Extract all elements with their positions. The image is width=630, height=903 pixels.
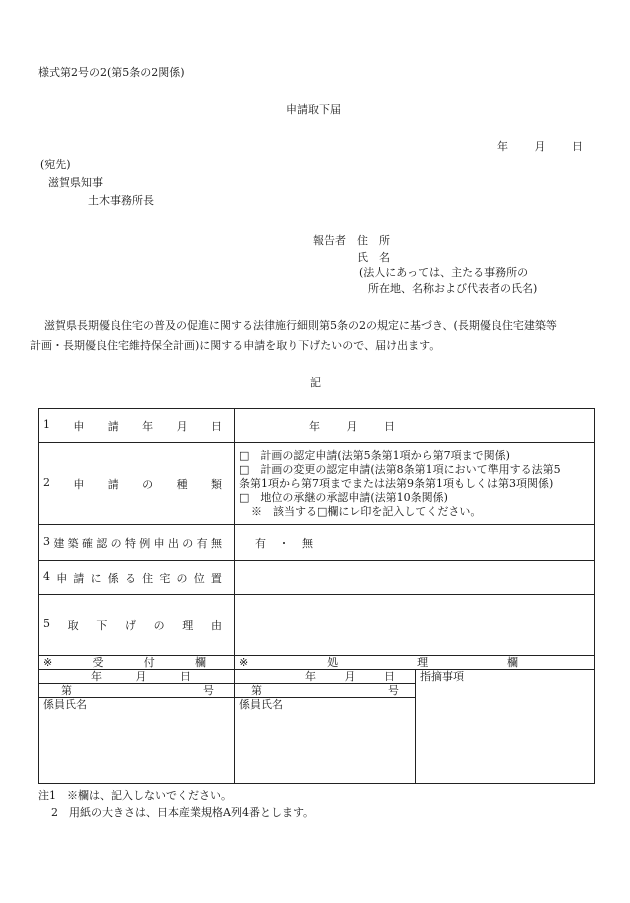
document-title: 申請取下届 [286,103,341,116]
body-text-line-2: 計画・長期優良住宅維持保全計画)に関する申請を取り下げたいので、届け出ます。 [30,339,441,352]
processing-staff-cell [235,698,416,784]
form-number: 様式第2号の2(第5条の2関係) [38,66,185,79]
body-text-line-1: 滋賀県長期優良住宅の普及の促進に関する法律施行細則第5条の2の規定に基づき、(長期優良住宅建築等 [44,319,557,332]
receipt-column-header: ※ 受 付 欄 [39,656,235,670]
processing-date: 年 月 日 [235,670,416,684]
date-year: 年 [497,140,508,153]
addressee-office: 土木事務所長 [88,194,154,207]
type-instruction: ※ 該当する□欄にレ印を記入してください。 [251,504,482,518]
addressee-governor: 滋賀県知事 [48,176,103,189]
application-table [38,408,595,656]
house-location-field[interactable] [235,561,595,595]
reporter-note-1: (法人にあっては、主たる事務所の [359,266,529,279]
type-option-succession[interactable]: □ 地位の承継の承認申請(法第10条関係) [239,490,448,504]
note-1: 注1 ※欄は、記入しないでください。 [38,789,232,802]
date-day: 日 [572,140,583,153]
processing-column-header: ※ 処 理 欄 [235,656,595,670]
table-row [39,525,595,561]
option-yes[interactable]: 有 [255,536,266,550]
option-no[interactable]: 無 [302,536,313,550]
note-2: 2 用紙の大きさは、日本産業規格A列4番とします。 [51,806,315,819]
reporter-note-2: 所在地、名称および代表者の氏名) [368,282,538,295]
receipt-date: 年 月 日 [39,670,235,684]
table-row [39,670,595,684]
receipt-number: 第 号 [39,684,235,698]
reporter-name-label: 氏 名 [357,251,390,264]
application-date-field[interactable]: 年 月 日 [235,409,595,443]
reporter-label: 報告者 [313,234,346,247]
submission-date [497,140,583,154]
processing-number: 第 号 [235,684,416,698]
row-label-building-confirmation: 3 建 築 確 認 の 特 例 申 出 の 有 無 [39,525,235,561]
table-row [39,595,595,656]
type-option-certification[interactable]: □ 計画の認定申請(法第5条第1項から第7項まで関係) [239,448,510,462]
date-month: 月 [534,140,546,153]
type-option-change-certification-cont: 条第1項から第7項までまたは法第9条第1項もしくは第3項関係) [239,476,554,490]
table-row [39,656,595,670]
row-label-application-date: 1 申 請 年 月 日 [39,409,235,443]
row-label-application-type: 2 申 請 の 種 類 [39,443,235,525]
office-use-table [38,655,595,784]
row-label-withdrawal-reason: 5 取 下 げ の 理 由 [39,595,235,656]
receipt-staff-label: 係員氏名 [43,698,87,711]
table-row [39,561,595,595]
remarks-label: 指摘事項 [420,670,464,683]
table-row [39,409,595,443]
withdrawal-reason-field[interactable] [235,595,595,656]
table-row [39,443,595,525]
row-label-house-location: 4 申 請 に 係 る 住 宅 の 位 置 [39,561,235,595]
building-confirmation-field[interactable]: 有 ・ 無 [235,525,595,561]
addressee-prefix: (宛先) [40,158,71,171]
application-type-options [235,443,595,525]
reporter-address-label: 住 所 [357,234,390,247]
ki-heading: 記 [310,376,321,389]
processing-staff-label: 係員氏名 [239,698,283,711]
receipt-staff-cell [39,698,235,784]
remarks-cell [416,670,595,784]
type-option-change-certification[interactable]: □ 計画の変更の認定申請(法第8条第1項において準用する法第5 [239,462,561,476]
